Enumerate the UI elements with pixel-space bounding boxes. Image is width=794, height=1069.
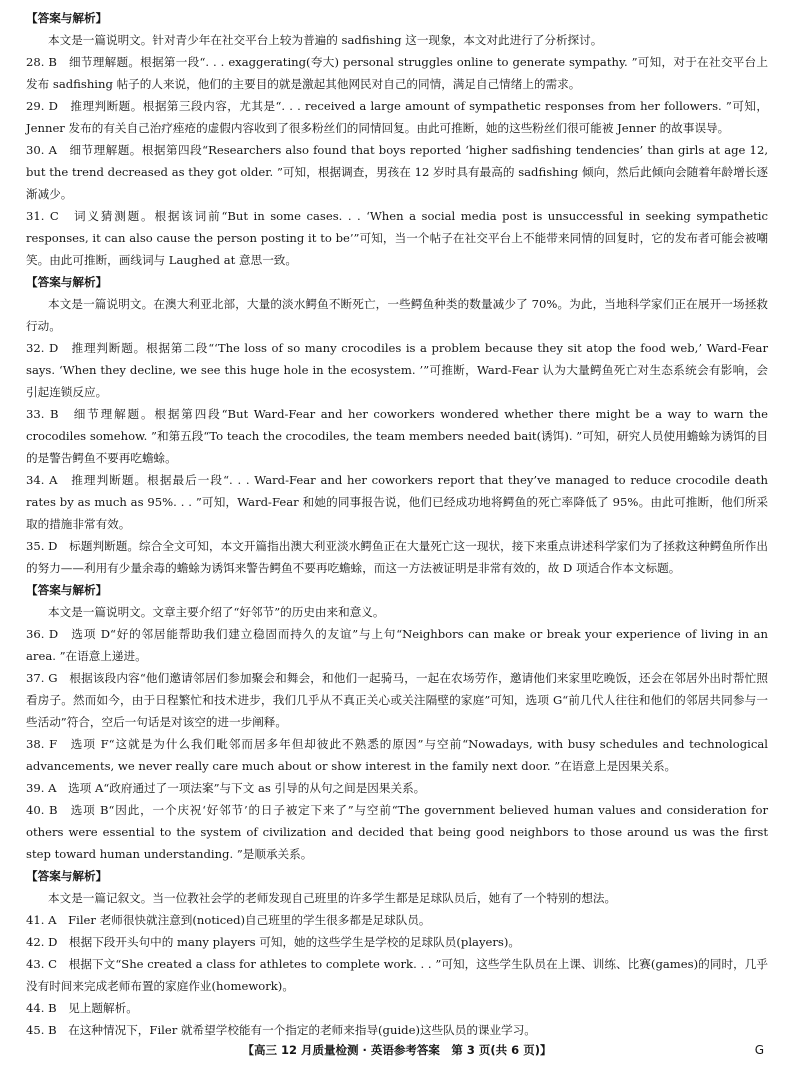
answer-explanation: 36. D 选项 D“好的邻居能帮助我们建立稳固而持久的友谊”与上句“Neighbors can make or break your experience of living in an area. ”在语意上递进。 (26, 627, 768, 663)
answer-explanation: 38. F 选项 F“这就是为什么我们毗邻而居多年但却彼此不熟悉的原因”与空前“Nowadays, with busy schedules and technological advancements, we never really care much about or show interest in the family next door. ”在语意上是因果关系。 (26, 737, 768, 773)
answer-key-content (26, 7, 768, 1041)
answer-explanation: 44. B 见上题解析。 (26, 1001, 138, 1015)
passage-summary: 本文是一篇说明文。在澳大利亚北部，大量的淡水鳄鱼不断死亡，一些鳄鱼种类的数量减少了 70%。为此，当地科学家们正在展开一场拯救行动。 (26, 297, 768, 333)
section-header: 【答案与解析】 (26, 869, 108, 883)
section-header: 【答案与解析】 (26, 11, 108, 25)
section-header: 【答案与解析】 (26, 583, 108, 597)
answer-explanation: 31. C 词义猜测题。根据该词前“But in some cases. . . ‘When a social media post is unsuccessful in seeking sympathetic responses, it can also cause the person posting it to be’”可知，当一个帖子在社交平台上不能带来同情的回复时，它的发布者可能会被嘲笑。由此可推断，画线词与 Laughed at 意思一致。 (26, 209, 768, 267)
answer-explanation: 30. A 细节理解题。根据第四段“Researchers also found that boys reported ‘higher sadfishing tendencies’ than girls at age 12, but the trend decreased as they got older. ”可知，根据调查，男孩在 12 岁时具有最高的 sadfishing 倾向，然后此倾向会随着年龄增长逐渐减少。 (26, 143, 768, 201)
answer-explanation: 42. D 根据下段开头句中的 many players 可知，她的这些学生是学校的足球队员(players)。 (26, 935, 520, 949)
passage-summary: 本文是一篇记叙文。当一位教社会学的老师发现自己班里的许多学生都是足球队员后，她有了一个特别的想法。 (48, 891, 617, 905)
analysis-section (26, 7, 768, 271)
answer-explanation: 43. C 根据下文“She created a class for athletes to complete work. . . ”可知，这些学生队员在上课、训练、比赛(games)的同时，几乎没有时间来完成老师布置的家庭作业(homework)。 (26, 957, 768, 993)
answer-explanation: 32. D 推理判断题。根据第二段“‘The loss of so many crocodiles is a problem because they sit atop the food web,’ Ward-Fear says. ‘When they decline, we see this huge hole in the ecosystem. ’”可推断，Ward-Fear 认为大量鳄鱼死亡对生态系统会有影响，会引起连锁反应。 (26, 341, 768, 399)
answer-explanation: 41. A Filer 老师很快就注意到(noticed)自己班里的学生很多都是足球队员。 (26, 913, 431, 927)
answer-explanation: 33. B 细节理解题。根据第四段“But Ward-Fear and her coworkers wondered whether there might be a way to warn the crocodiles somehow. ”和第五段“To teach the crocodiles, the team members needed bait(诱饵). ”可知，研究人员使用蟾蜍为诱饵的目的是警告鳄鱼不要再吃蟾蜍。 (26, 407, 768, 465)
answer-explanation: 40. B 选项 B“因此，一个庆祝‘好邻节’的日子被定下来了”与空前“The government believed human values and consideration for others were essential to the system of civilization and decided that being good neighbors to those around us was the first step toward human understanding. ”是顺承关系。 (26, 803, 768, 861)
analysis-section (26, 271, 768, 579)
answer-explanation: 39. A 选项 A“政府通过了一项法案”与下文 as 引导的从句之间是因果关系。 (26, 781, 426, 795)
analysis-section (26, 579, 768, 865)
analysis-section (26, 865, 768, 1041)
passage-summary: 本文是一篇说明文。文章主要介绍了“好邻节”的历史由来和意义。 (48, 605, 385, 619)
answer-explanation: 34. A 推理判断题。根据最后一段“. . . Ward-Fear and her coworkers report that they’ve managed to reduce crocodile death rates by as much as 95%. . . ”可知，Ward-Fear 和她的同事报告说，他们已经成功地将鳄鱼的死亡率降低了 95%。由此可推断，他们所采取的措施非常有效。 (26, 473, 768, 531)
answer-explanation: 35. D 标题判断题。综合全文可知，本文开篇指出澳大利亚淡水鳄鱼正在大量死亡这一现状，接下来重点讲述科学家们为了拯救这种鳄鱼所作出的努力——利用有少量余毒的蟾蜍为诱饵来警告鳄鱼不要再吃蟾蜍，而这一方法被证明是非常有效的，故 D 项适合作本文标题。 (26, 539, 768, 575)
answer-explanation: 28. B 细节理解题。根据第一段“. . . exaggerating(夸大) personal struggles online to generate sympathy. ”可知，对于在社交平台上发布 sadfishing 帖子的人来说，他们的主要目的就是激起其他网民对自己的同情，满足自己情绪上的需求。 (26, 55, 768, 91)
page-corner-mark: G (754, 1043, 764, 1057)
answer-explanation: 37. G 根据该段内容“他们邀请邻居们参加聚会和舞会，和他们一起骑马，一起在农场劳作，邀请他们来家里吃晚饭，还会在邻居外出时帮忙照看房子。然而如今，由于日程繁忙和技术进步，我们几乎从不真正关心或关注隔壁的家庭”可知，选项 G“前几代人往往和他们的邻居共同参与一些活动”符合，空后一句话是对该空的进一步阐释。 (26, 671, 768, 729)
page-footer: 【高三 12 月质量检测 · 英语参考答案 第 3 页(共 6 页)】 (242, 1043, 552, 1057)
passage-summary: 本文是一篇说明文。针对青少年在社交平台上较为普遍的 sadfishing 这一现象，本文对此进行了分析探讨。 (48, 33, 603, 47)
answer-explanation: 45. B 在这种情况下，Filer 就希望学校能有一个指定的老师来指导(guide)这些队员的课业学习。 (26, 1023, 536, 1037)
answer-explanation: 29. D 推理判断题。根据第三段内容，尤其是“. . . received a large amount of sympathetic responses from her followers. ”可知，Jenner 发布的有关自己治疗痤疮的虚假内容收到了很多粉丝们的同情回复。由此可推断，她的这些粉丝们很可能被 Jenner 的故事误导。 (26, 99, 768, 135)
section-header: 【答案与解析】 (26, 275, 108, 289)
